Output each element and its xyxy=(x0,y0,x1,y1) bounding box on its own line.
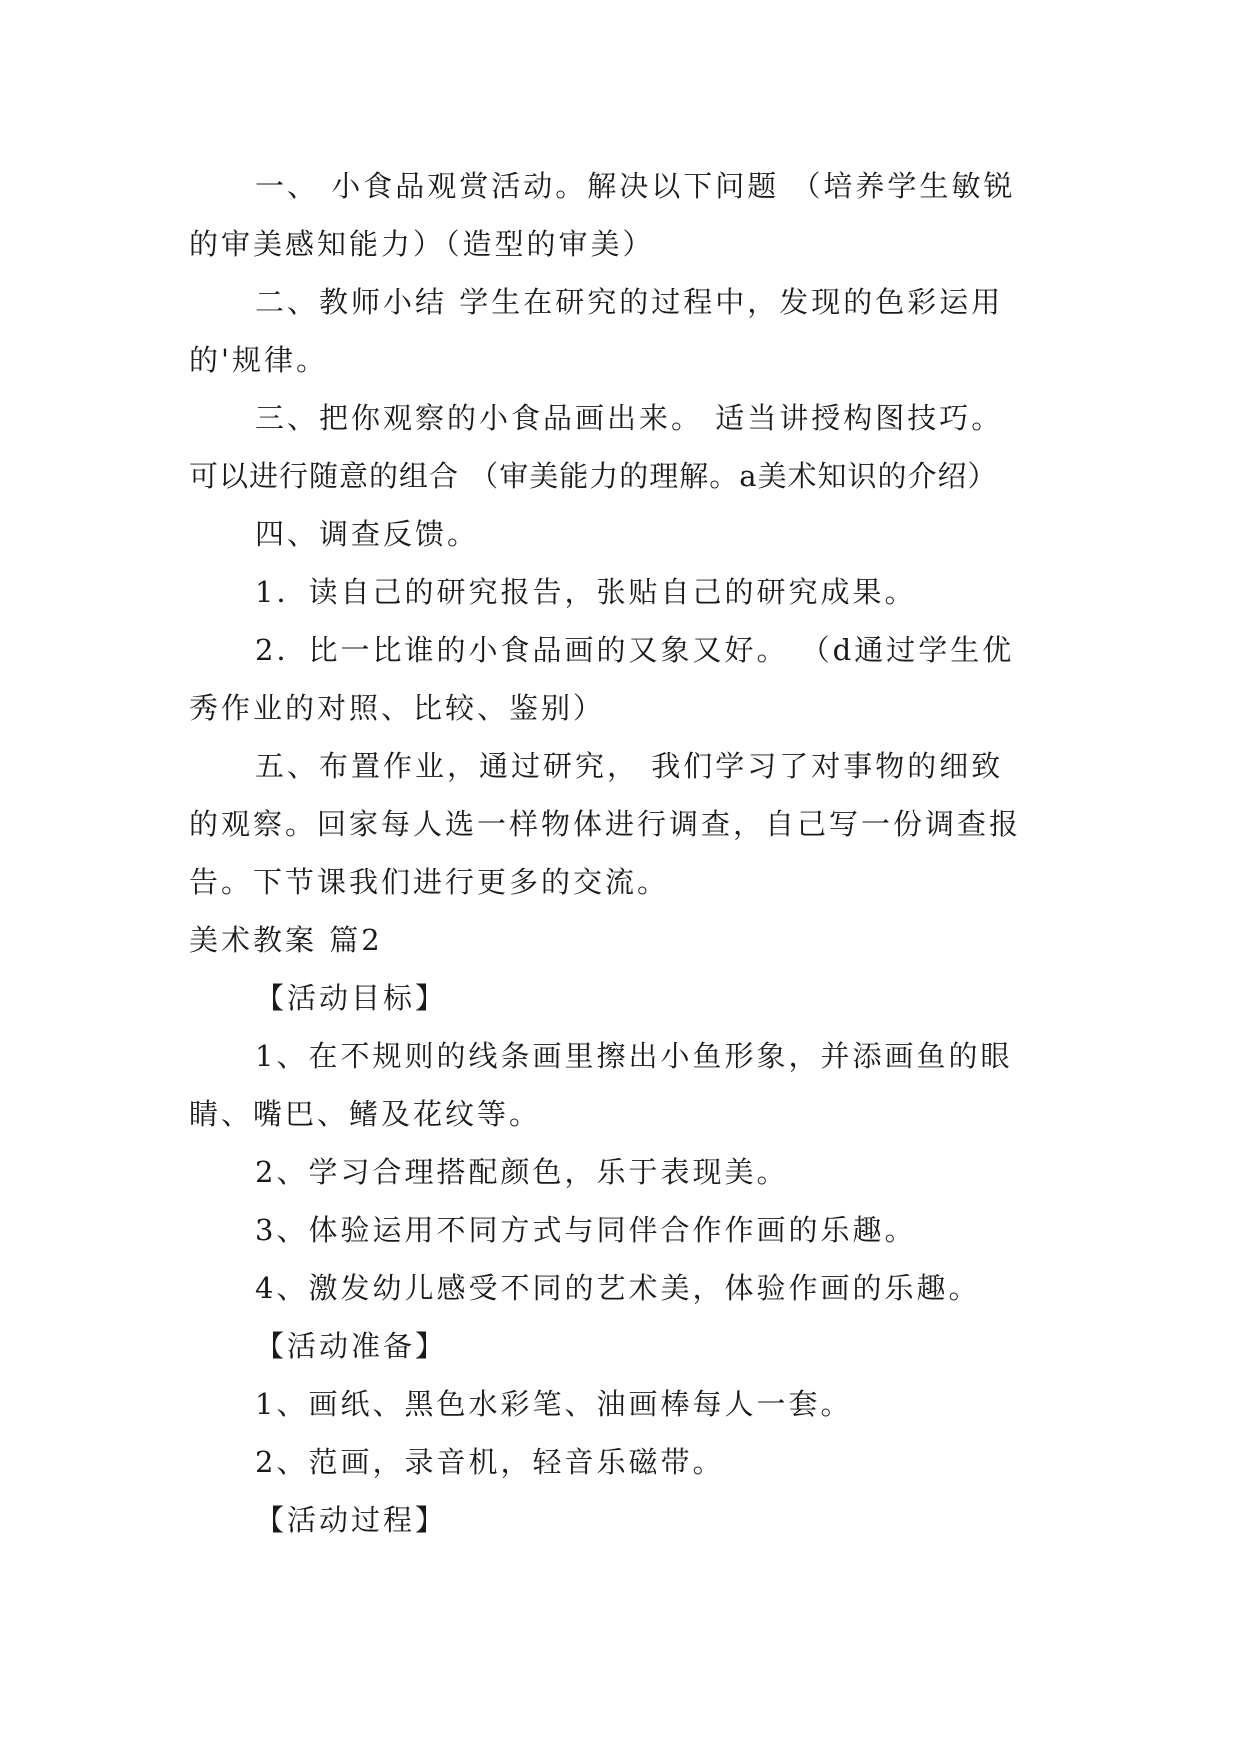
paragraph-line: 1．读自己的研究报告，张贴自己的研究成果。 xyxy=(255,575,917,609)
paragraph-line: 的观察。回家每人选一样物体进行调查，自己写一份调查报 xyxy=(189,807,1022,841)
paragraph-line: 告。下节课我们进行更多的交流。 xyxy=(189,865,670,899)
subsection-heading: 【活动过程】 xyxy=(255,1503,448,1537)
subsection-heading: 【活动目标】 xyxy=(255,981,448,1015)
paragraph-line: 五、布置作业，通过研究， 我们学习了对事物的细致 xyxy=(255,749,1004,783)
paragraph-line: 3、体验运用不同方式与同伴合作作画的乐趣。 xyxy=(255,1213,917,1247)
paragraph-line: 1、画纸、黑色水彩笔、油画棒每人一套。 xyxy=(255,1387,853,1421)
paragraph-line: 一、 小食品观赏活动。解决以下问题 （培养学生敏锐 xyxy=(255,169,1016,203)
paragraph-line: 睛、嘴巴、鳍及花纹等。 xyxy=(189,1097,542,1131)
paragraph-line: 可以进行随意的组合 （审美能力的理解。a美术知识的介绍） xyxy=(189,459,998,493)
paragraph-line: 的'规律。 xyxy=(189,343,328,377)
paragraph-line: 秀作业的对照、比较、鉴别） xyxy=(189,691,606,725)
paragraph-line: 2．比一比谁的小食品画的又象又好。 （d通过学生优 xyxy=(255,633,1015,667)
paragraph-line: 二、教师小结 学生在研究的过程中，发现的色彩运用 xyxy=(255,285,1004,319)
paragraph-line: 三、把你观察的小食品画出来。 适当讲授构图技巧。 xyxy=(255,401,1004,435)
paragraph-line: 1、在不规则的线条画里擦出小鱼形象，并添画鱼的眼 xyxy=(255,1039,1013,1073)
subsection-heading: 【活动准备】 xyxy=(255,1329,448,1363)
paragraph-line: 4、激发幼儿感受不同的艺术美，体验作画的乐趣。 xyxy=(255,1271,981,1305)
paragraph-line: 的审美感知能力）（造型的审美） xyxy=(189,227,655,261)
paragraph-line: 2、范画，录音机，轻音乐磁带。 xyxy=(255,1445,725,1479)
section-heading: 美术教案 篇2 xyxy=(189,923,383,957)
paragraph-line: 2、学习合理搭配颜色，乐于表现美。 xyxy=(255,1155,789,1189)
paragraph-line: 四、调查反馈。 xyxy=(255,517,480,551)
